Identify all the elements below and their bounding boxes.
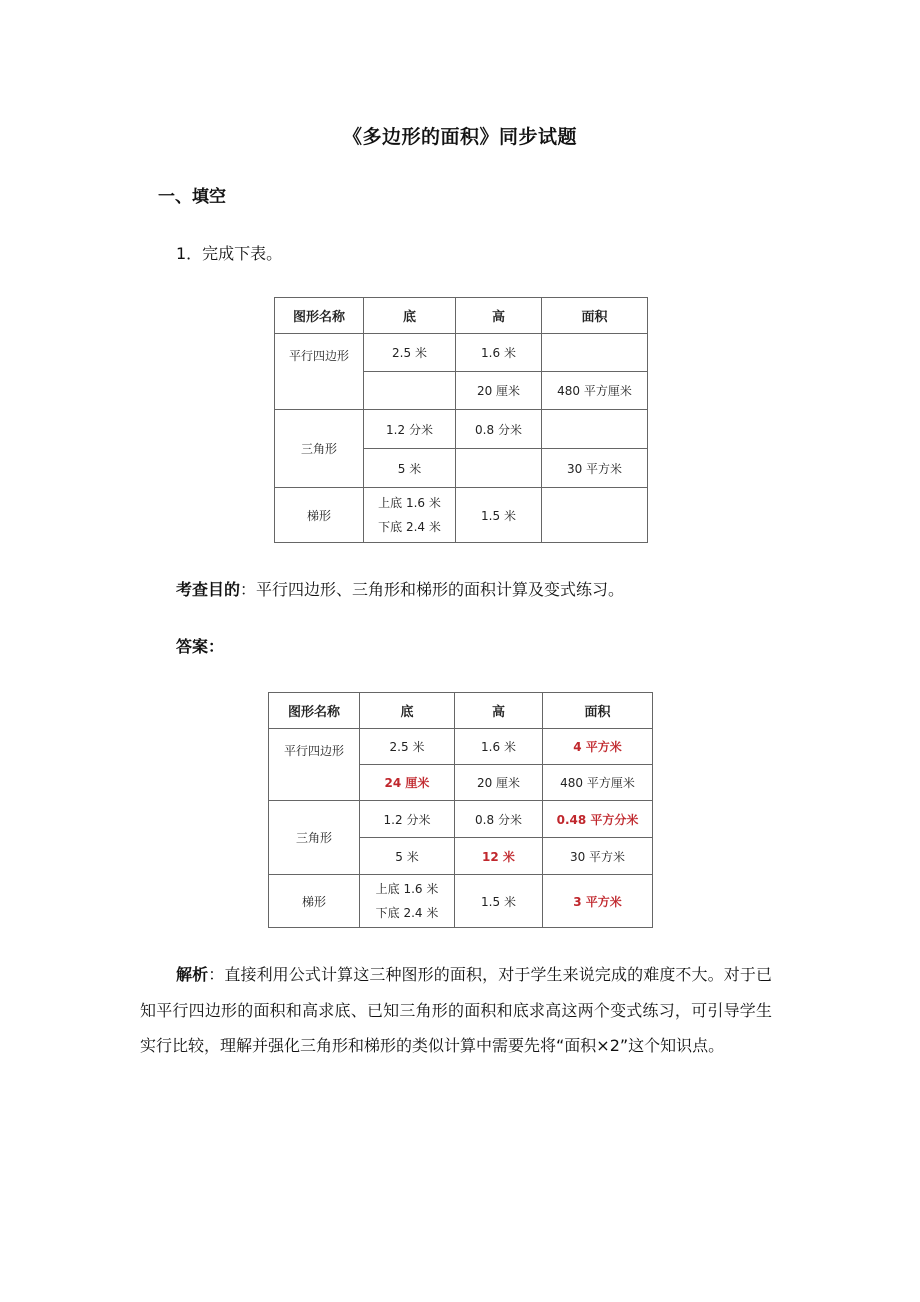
cell-area: 480 平方厘米 <box>543 765 653 801</box>
objective-text: ：平行四边形、三角形和梯形的面积计算及变式练习。 <box>240 580 625 599</box>
header-shape-name: 图形名称 <box>269 693 360 729</box>
cell-height: 1.5 米 <box>455 875 543 928</box>
shape-parallelogram: 平行四边形 <box>269 729 360 801</box>
cell-area <box>542 334 648 372</box>
analysis-label: 解析 <box>176 965 209 984</box>
page-title: 《多边形的面积》同步试题 <box>342 126 577 148</box>
shape-trapezoid: 梯形 <box>275 488 364 543</box>
question-text: 1．完成下表。 <box>176 244 283 263</box>
cell-area: 480 平方厘米 <box>542 372 648 410</box>
answer-base: 24 厘米 <box>360 765 455 801</box>
cell-trapezoid-bases <box>360 875 455 928</box>
cell-height <box>456 449 542 488</box>
shape-triangle: 三角形 <box>275 410 364 488</box>
header-area: 面积 <box>543 693 653 729</box>
cell-height: 1.6 米 <box>455 729 543 765</box>
header-shape-name: 图形名称 <box>275 298 364 334</box>
cell-base: 5 米 <box>360 838 455 875</box>
analysis-paragraph <box>140 957 772 1064</box>
cell-base: 2.5 米 <box>360 729 455 765</box>
shape-triangle: 三角形 <box>269 801 360 875</box>
cell-height: 0.8 分米 <box>455 801 543 838</box>
cell-area: 30 平方米 <box>543 838 653 875</box>
trapezoid-bottom-base: 下底 2.4 米 <box>378 520 441 534</box>
answer-area: 4 平方米 <box>543 729 653 765</box>
cell-height: 1.6 米 <box>456 334 542 372</box>
objective <box>176 577 624 600</box>
cell-base: 1.2 分米 <box>360 801 455 838</box>
cell-base <box>364 372 456 410</box>
shape-parallelogram: 平行四边形 <box>275 334 364 410</box>
cell-height: 20 厘米 <box>455 765 543 801</box>
answer-height: 12 米 <box>455 838 543 875</box>
cell-height: 1.5 米 <box>456 488 542 543</box>
cell-area <box>542 488 648 543</box>
answer-area: 3 平方米 <box>543 875 653 928</box>
analysis-text: ：直接利用公式计算这三种图形的面积，对于学生来说完成的难度不大。对于已知平行四边形的面积和高求底、已知三角形的面积和底求高这两个变式练习，可引导学生实行比较，理解并强化三角形和梯形的类似计算中需要先将“面积×2”这个知识点。 <box>140 965 772 1055</box>
header-height: 高 <box>456 298 542 334</box>
cell-area: 30 平方米 <box>542 449 648 488</box>
answer-label: 答案： <box>176 637 225 656</box>
trapezoid-top-base: 上底 1.6 米 <box>375 882 439 896</box>
header-base: 底 <box>364 298 456 334</box>
trapezoid-bottom-base: 下底 2.4 米 <box>375 906 439 920</box>
cell-base: 1.2 分米 <box>364 410 456 449</box>
objective-label: 考查目的 <box>176 580 241 599</box>
header-base: 底 <box>360 693 455 729</box>
answer-table <box>268 692 653 928</box>
cell-area <box>542 410 648 449</box>
trapezoid-top-base: 上底 1.6 米 <box>378 496 441 510</box>
question-table <box>274 297 648 543</box>
cell-base: 5 米 <box>364 449 456 488</box>
cell-height: 20 厘米 <box>456 372 542 410</box>
answer-area: 0.48 平方分米 <box>543 801 653 838</box>
cell-base: 2.5 米 <box>364 334 456 372</box>
section-heading: 一、填空 <box>158 187 226 207</box>
cell-height: 0.8 分米 <box>456 410 542 449</box>
header-height: 高 <box>455 693 543 729</box>
shape-trapezoid: 梯形 <box>269 875 360 928</box>
cell-trapezoid-bases <box>364 488 456 543</box>
header-area: 面积 <box>542 298 648 334</box>
